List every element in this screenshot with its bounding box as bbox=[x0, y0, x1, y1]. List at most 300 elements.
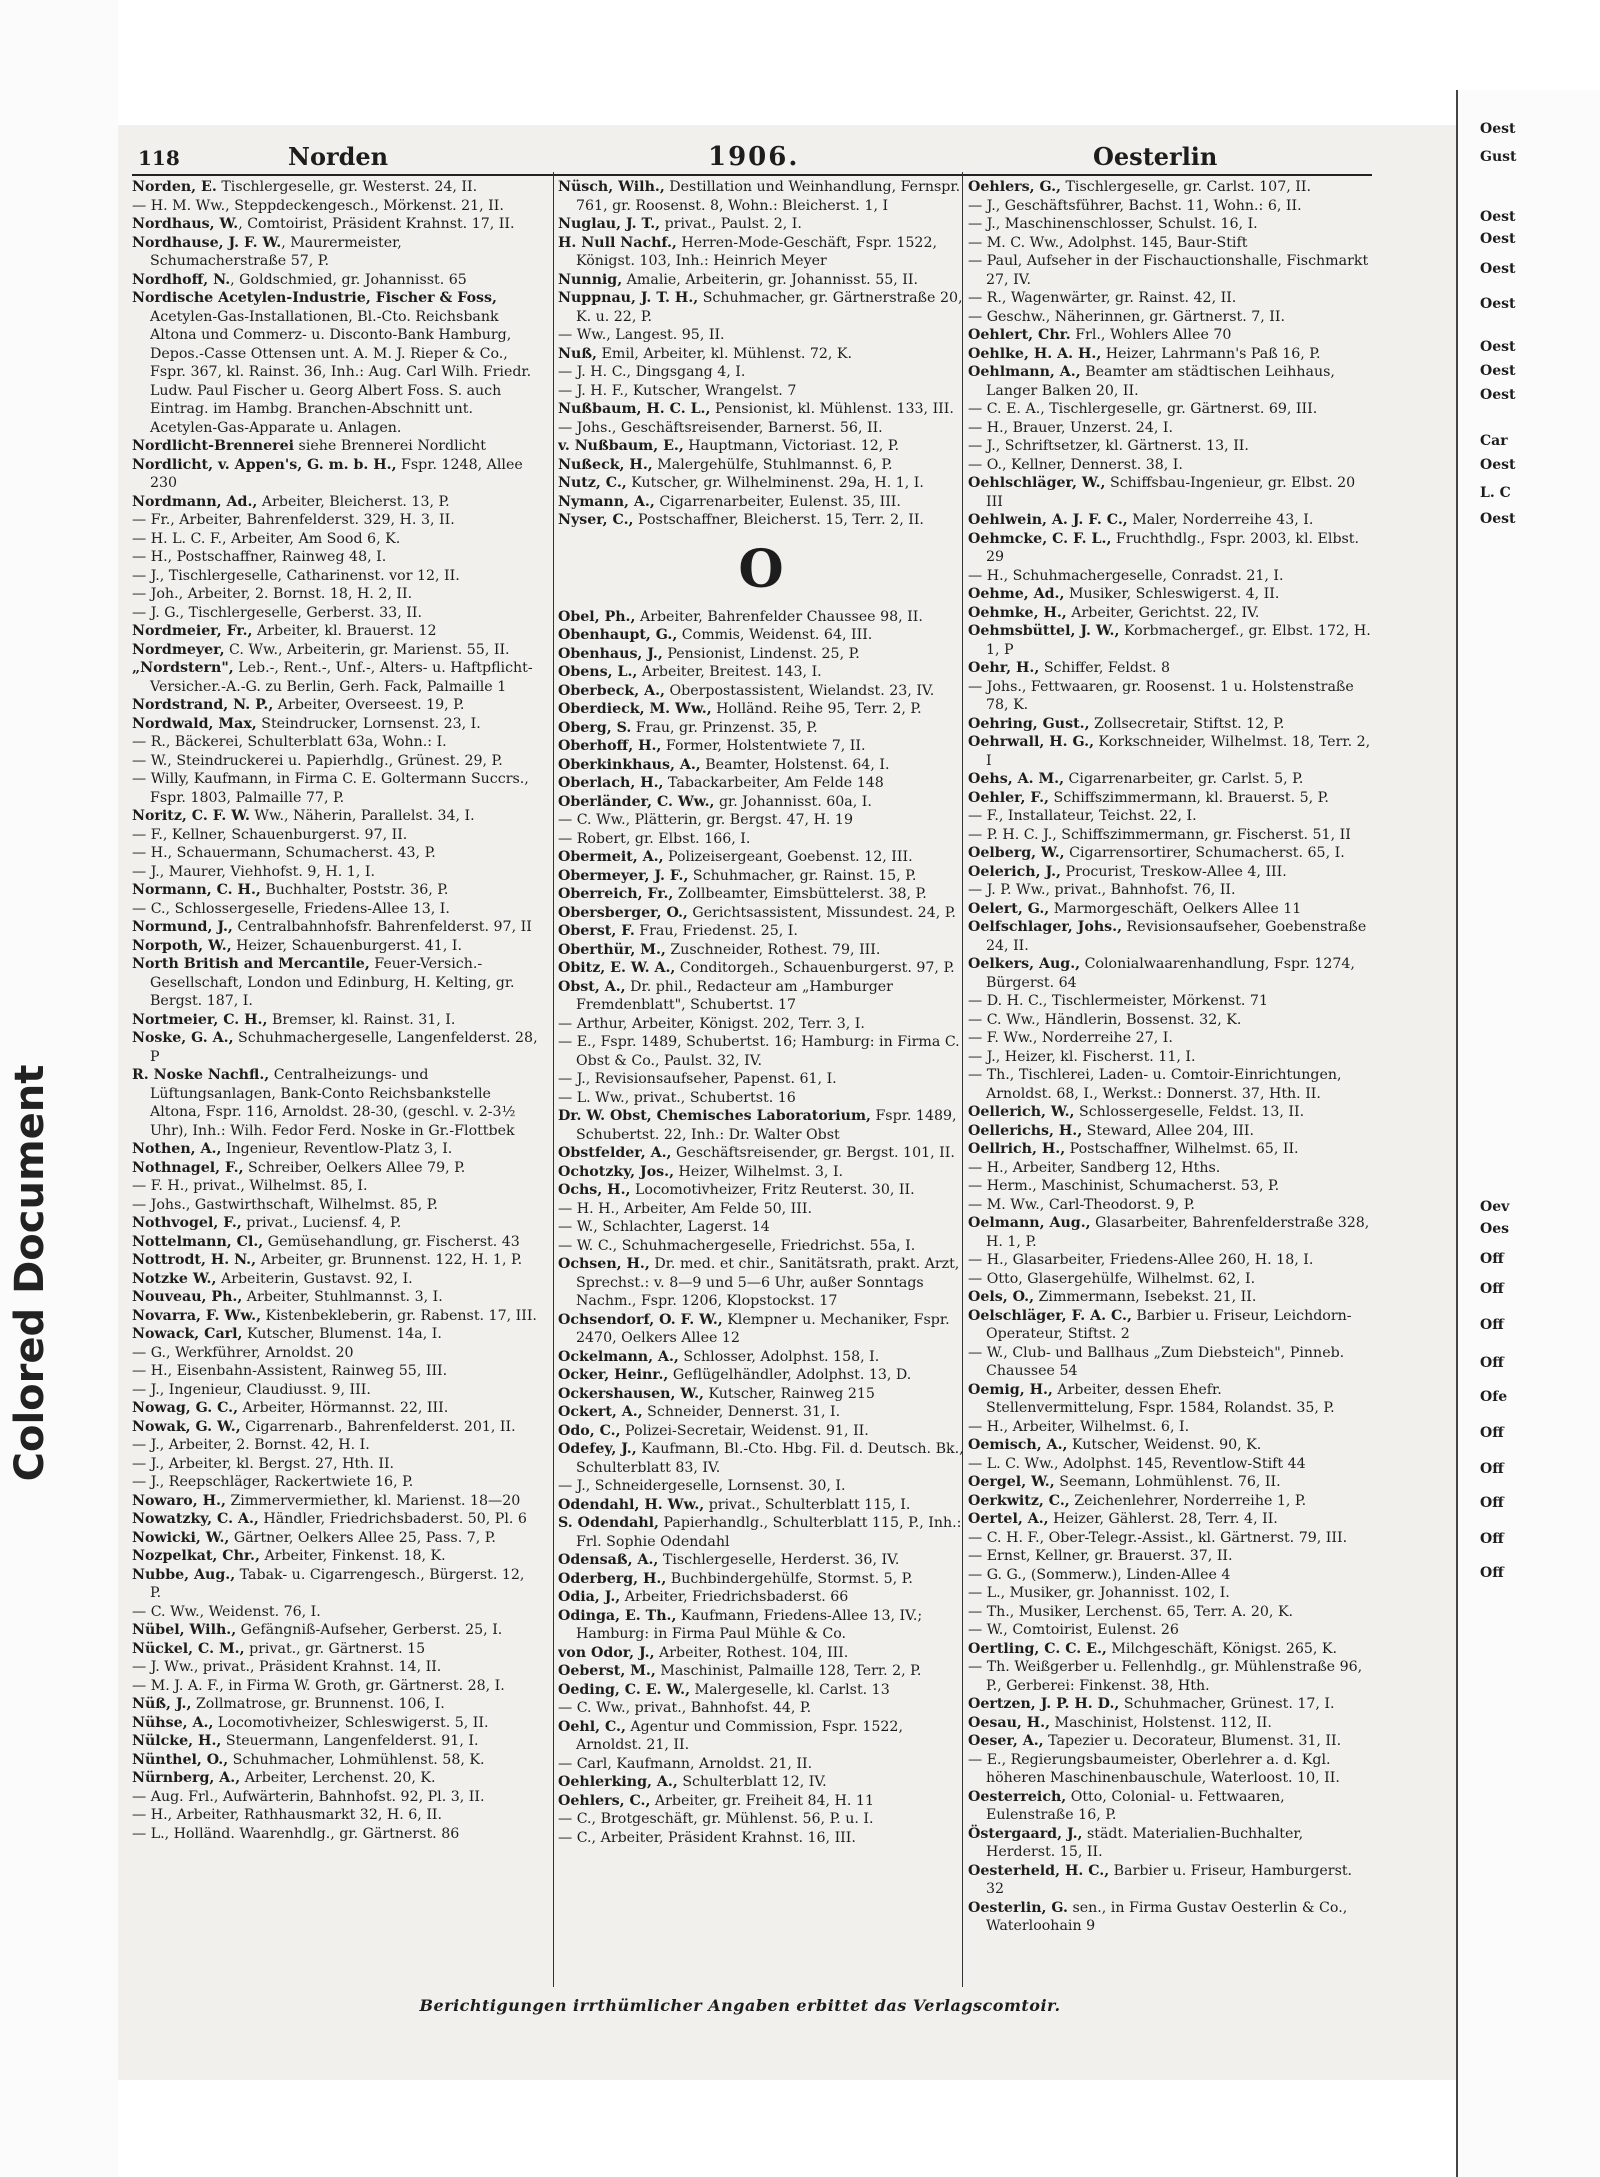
directory-entry bbox=[968, 715, 1374, 734]
entry-name: Nückel, C. M., bbox=[132, 1640, 245, 1657]
directory-entry bbox=[558, 1348, 964, 1367]
directory-entry bbox=[968, 1381, 1374, 1418]
directory-entry bbox=[132, 1473, 538, 1492]
directory-entry bbox=[132, 622, 538, 641]
directory-entry bbox=[968, 1584, 1374, 1603]
entry-name: Oesau, H., bbox=[968, 1714, 1051, 1731]
directory-entry bbox=[968, 918, 1374, 955]
directory-entry bbox=[132, 1455, 538, 1474]
directory-entry bbox=[132, 197, 538, 216]
entry-name: Nordische Acetylen-Industrie, Fischer & Foss, bbox=[132, 290, 497, 306]
entry-name: Odo, C., bbox=[558, 1422, 621, 1439]
entry-name: Nußbaum, H. C. L., bbox=[558, 401, 711, 417]
fragment-text: Oest bbox=[1480, 261, 1516, 277]
fragment-text: Oest bbox=[1480, 387, 1516, 403]
directory-entry bbox=[558, 234, 964, 271]
entry-name: Oelmann, Aug., bbox=[968, 1215, 1091, 1231]
directory-entry bbox=[132, 1381, 538, 1400]
entry-name: Norpoth, W., bbox=[132, 937, 232, 954]
entry-details: — Johs., Gastwirthschaft, Wilhelmst. 85, P. bbox=[132, 1196, 438, 1213]
directory-entry bbox=[558, 1699, 964, 1718]
entry-details: gr. Johannisst. 60a, I. bbox=[714, 793, 872, 810]
entry-details: — Otto, Glasergehülfe, Wilhelmst. 62, I. bbox=[968, 1270, 1256, 1287]
fragment-text: Off bbox=[1480, 1317, 1504, 1333]
directory-entry bbox=[558, 1181, 964, 1200]
entry-details: — L. C. Ww., Adolphst. 145, Reventlow-Stift 44 bbox=[968, 1455, 1306, 1472]
entry-details: — L., Musiker, gr. Johannisst. 102, I. bbox=[968, 1585, 1230, 1601]
entry-name: Ochs, H., bbox=[558, 1182, 631, 1198]
entry-details: — J. Ww., privat., Präsident Krahnst. 14, II. bbox=[132, 1659, 442, 1675]
entry-name: Nordwald, Max, bbox=[132, 715, 257, 732]
entry-name: Oergel, W., bbox=[968, 1474, 1055, 1490]
entry-details: — W., Schlachter, Lagerst. 14 bbox=[558, 1219, 770, 1235]
entry-details: Zollbeamter, Eimsbüttelerst. 38, P. bbox=[673, 886, 927, 902]
directory-entry bbox=[132, 1418, 538, 1437]
directory-entry bbox=[968, 178, 1374, 197]
directory-entry bbox=[968, 456, 1374, 475]
entry-name: North British and Mercantile, bbox=[132, 956, 370, 972]
entry-name: Nowicki, W., bbox=[132, 1529, 230, 1546]
fragment-text: Oest bbox=[1480, 209, 1516, 225]
entry-name: Nuppnau, J. T. H., bbox=[558, 290, 699, 306]
fragment-text: Off bbox=[1480, 1531, 1504, 1547]
entry-name: Nordmeyer, bbox=[132, 641, 225, 658]
entry-details: Kaufmann, Friedens-Allee 13, IV.; Hamburg: in Firma Paul Mühle & Co. bbox=[576, 1607, 923, 1642]
directory-entry bbox=[558, 867, 964, 886]
entry-name: Oehlers, G., bbox=[968, 179, 1061, 195]
entry-name: H. Null Nachf., bbox=[558, 234, 677, 251]
entry-name: Oeberst, M., bbox=[558, 1663, 656, 1679]
directory-entry bbox=[968, 1603, 1374, 1622]
entry-details: , Maurermeister, Schumacherstraße 57, P. bbox=[150, 234, 402, 269]
entry-details: Milchgeschäft, Königst. 265, K. bbox=[1106, 1640, 1338, 1657]
entry-details: — J., Geschäftsführer, Bachst. 11, Wohn.: 6, II. bbox=[968, 197, 1302, 214]
entry-details: Schuhmacher, Lohmühlenst. 58, K. bbox=[228, 1751, 485, 1768]
entry-name: Nowag, G. C., bbox=[132, 1400, 239, 1416]
entry-name: Östergaard, J., bbox=[968, 1825, 1083, 1842]
entry-name: Nothen, A., bbox=[132, 1141, 222, 1157]
entry-name: Nordhause, J. F. W. bbox=[132, 234, 282, 251]
directory-entry bbox=[968, 1288, 1374, 1307]
fragment-text: Oes bbox=[1480, 1221, 1509, 1237]
directory-entry bbox=[132, 696, 538, 715]
entry-details: Maschinist, Palmaille 128, Terr. 2, P. bbox=[655, 1663, 922, 1679]
entry-details: Colonialwaarenhandlung, Fspr. 1274, Bürgerst. 64 bbox=[986, 956, 1355, 991]
entry-details: Arbeiter, Gerichtst. 22, IV. bbox=[1066, 604, 1260, 621]
directory-entry bbox=[558, 941, 964, 960]
entry-name: Nutz, C., bbox=[558, 475, 627, 491]
entry-details: Arbeiter, Bleicherst. 13, P. bbox=[257, 493, 450, 510]
directory-entry bbox=[968, 400, 1374, 419]
entry-details: Beamter, Holstenst. 64, I. bbox=[700, 756, 890, 773]
entry-details: — J., Schriftsetzer, kl. Gärtnerst. 13, II. bbox=[968, 438, 1249, 454]
entry-name: Oertel, A., bbox=[968, 1511, 1049, 1527]
directory-entry bbox=[968, 474, 1374, 511]
directory-entry bbox=[558, 1403, 964, 1422]
entry-details: Steuermann, Langenfelderst. 91, I. bbox=[221, 1733, 479, 1749]
directory-entry bbox=[132, 844, 538, 863]
entry-details: — E., Fspr. 1489, Schubertst. 16; Hamburg: in Firma C. Obst & Co., Paulst. 32, IV. bbox=[558, 1034, 960, 1069]
entry-name: Nüsch, Wilh., bbox=[558, 179, 665, 195]
entry-name: Nortmeier, C. H., bbox=[132, 1011, 268, 1028]
entry-details: Postschaffner, Wilhelmst. 65, II. bbox=[1065, 1141, 1299, 1157]
entry-details: Schiffsbau-Ingenieur, gr. Elbst. 20 III bbox=[986, 475, 1356, 510]
entry-details: Schuhmachergeselle, Langenfelderst. 28, P bbox=[150, 1030, 538, 1065]
directory-entry bbox=[558, 400, 964, 419]
entry-details: Arbeiter, Bahrenfelder Chaussee 98, II. bbox=[635, 608, 923, 625]
entry-details: Schlossergeselle, Feldst. 13, II. bbox=[1074, 1104, 1305, 1120]
directory-entry bbox=[968, 345, 1374, 364]
entry-name: Oehlert, Chr. bbox=[968, 327, 1071, 343]
entry-details: C. Ww., Arbeiterin, gr. Marienst. 55, II. bbox=[224, 641, 510, 658]
entry-name: Oertzen, J. P. H. D., bbox=[968, 1696, 1120, 1712]
entry-details: Arbeiter, Lerchenst. 20, K. bbox=[240, 1770, 436, 1786]
entry-details: — H., Glasarbeiter, Friedens-Allee 260, H. 18, I. bbox=[968, 1252, 1314, 1268]
entry-details: — H., Arbeiter, Sandberg 12, Hths. bbox=[968, 1159, 1221, 1176]
entry-details: Postschaffner, Bleicherst. 15, Terr. 2, II. bbox=[633, 512, 924, 528]
entry-details: Arbeiter, Friedrichsbaderst. 66 bbox=[620, 1589, 849, 1605]
directory-entry bbox=[558, 719, 964, 738]
entry-name: Obenhaupt, G., bbox=[558, 627, 678, 643]
directory-entry bbox=[968, 1510, 1374, 1529]
directory-entry bbox=[558, 1514, 964, 1551]
entry-name: Nordstrand, N. P., bbox=[132, 697, 274, 713]
entry-name: Nowak, G. W., bbox=[132, 1418, 241, 1435]
directory-entry bbox=[132, 1029, 538, 1066]
directory-entry bbox=[558, 1829, 964, 1848]
entry-details: — C., Schlossergeselle, Friedens-Allee 13, I. bbox=[132, 900, 450, 917]
directory-entry bbox=[558, 437, 964, 456]
directory-entry bbox=[968, 234, 1374, 253]
directory-entry bbox=[558, 1755, 964, 1774]
directory-entry bbox=[558, 1422, 964, 1441]
directory-entry bbox=[558, 1644, 964, 1663]
entry-name: Nordmeier, Fr., bbox=[132, 623, 253, 639]
entry-details: Cigarrenarb., Bahrenfelderst. 201, II. bbox=[240, 1418, 516, 1435]
directory-entry bbox=[132, 937, 538, 956]
entry-details: — J. H. C., Dingsgang 4, I. bbox=[558, 364, 746, 380]
entry-name: Nymann, A., bbox=[558, 493, 655, 510]
entry-name: Nülcke, H., bbox=[132, 1733, 222, 1749]
entry-details: — L., Holländ. Waarenhdlg., gr. Gärtnerst. 86 bbox=[132, 1825, 460, 1842]
entry-details: privat., Luciensf. 4, P. bbox=[241, 1215, 402, 1231]
entry-name: Oeding, C. E. W., bbox=[558, 1681, 691, 1698]
entry-name: Nordhaus, W. bbox=[132, 216, 239, 232]
entry-details: Kutscher, Rainweg 215 bbox=[703, 1385, 875, 1402]
fragment-text: Off bbox=[1480, 1565, 1504, 1581]
entry-details: Heizer, Lahrmann's Paß 16, P. bbox=[1101, 345, 1321, 362]
directory-entry bbox=[132, 1270, 538, 1289]
footer-note: Berichtigungen irrthümlicher Angaben erbittet das Verlagscomtoir. bbox=[419, 1996, 1061, 2015]
entry-details: Tischlergeselle, gr. Carlst. 107, II. bbox=[1060, 179, 1311, 195]
entry-name: v. Nußbaum, E., bbox=[558, 438, 684, 454]
directory-entry bbox=[132, 1603, 538, 1622]
entry-name: von Odor, J., bbox=[558, 1644, 655, 1661]
entry-details: — J., Revisionsaufseher, Papenst. 61, I. bbox=[558, 1071, 837, 1087]
entry-name: Nordhoff, N. bbox=[132, 271, 231, 288]
entry-details: Malergeselle, kl. Carlst. 13 bbox=[690, 1681, 890, 1698]
entry-details: Arbeiter, Hörmannst. 22, III. bbox=[238, 1400, 449, 1416]
directory-entry bbox=[558, 922, 964, 941]
entry-details: Steindrucker, Lornsenst. 23, I. bbox=[256, 715, 481, 732]
entry-name: Obenhaus, J., bbox=[558, 645, 663, 662]
entry-details: — Robert, gr. Elbst. 166, I. bbox=[558, 830, 751, 847]
entry-name: Nürnberg, A., bbox=[132, 1770, 241, 1786]
entry-name: Obst, A., bbox=[558, 978, 626, 995]
entry-details: — H. L. C. F., Arbeiter, Am Sood 6, K. bbox=[132, 530, 401, 547]
entry-details: Ww., Näherin, Parallelst. 34, I. bbox=[249, 808, 475, 824]
entry-details: — Arthur, Arbeiter, Königst. 202, Terr. 3, I. bbox=[558, 1015, 865, 1032]
directory-entry bbox=[558, 1496, 964, 1515]
directory-entry bbox=[132, 567, 538, 586]
fragment-text: Oest bbox=[1480, 231, 1516, 247]
entry-name: Obitz, E. W. A., bbox=[558, 960, 676, 976]
entry-details: — Paul, Aufseher in der Fischauctionshalle, Fischmarkt 27, IV. bbox=[968, 253, 1369, 288]
entry-details: Tischlergeselle, gr. Westerst. 24, II. bbox=[216, 179, 478, 195]
entry-details: — F., Installateur, Teichst. 22, I. bbox=[968, 808, 1197, 824]
entry-details: Zimmermann, Isebekst. 21, II. bbox=[1034, 1289, 1257, 1305]
directory-entry bbox=[132, 659, 538, 696]
directory-entry bbox=[132, 437, 538, 456]
entry-details: Tischlergeselle, Herderst. 36, IV. bbox=[658, 1552, 900, 1568]
entry-details: Barbier u. Friseur, Leichdorn-Operateur, Stiftst. 2 bbox=[986, 1307, 1352, 1342]
directory-entry bbox=[132, 234, 538, 271]
directory-entry bbox=[968, 1140, 1374, 1159]
directory-entry bbox=[968, 530, 1374, 567]
entry-name: Obens, L., bbox=[558, 664, 638, 680]
entry-name: Ocker, Heinr., bbox=[558, 1367, 669, 1383]
entry-name: Odensaß, A., bbox=[558, 1552, 659, 1568]
entry-details: — J., Maurer, Viehhofst. 9, H. 1, I. bbox=[132, 863, 375, 880]
entry-details: städt. Materialien-Buchhalter, Herderst. 15, II. bbox=[986, 1825, 1304, 1860]
entry-details: , Comtoirist, Präsident Krahnst. 17, II. bbox=[238, 216, 515, 232]
entry-name: Oberbeck, A., bbox=[558, 682, 665, 699]
entry-name: Nühse, A., bbox=[132, 1714, 214, 1731]
directory-entry bbox=[132, 1806, 538, 1825]
entry-name: Noritz, C. F. W. bbox=[132, 808, 250, 824]
directory-entry bbox=[558, 830, 964, 849]
entry-details: Schreiber, Oelkers Allee 79, P. bbox=[243, 1159, 466, 1176]
directory-entry bbox=[132, 918, 538, 937]
fragment-text: Oest bbox=[1480, 121, 1516, 137]
entry-name: Oehlwein, A. J. F. C., bbox=[968, 512, 1128, 528]
entry-details: Schuhmacher, gr. Rainst. 15, P. bbox=[688, 867, 917, 884]
entry-details: — H. H., Arbeiter, Am Felde 50, III. bbox=[558, 1200, 812, 1217]
entry-details: — H., Arbeiter, Rathhausmarkt 32, H. 6, II. bbox=[132, 1807, 443, 1823]
entry-details: Schuhmacher, gr. Gärtnerstraße 20, K. u. 22, P. bbox=[576, 290, 963, 325]
entry-details: Holländ. Reihe 95, Terr. 2, P. bbox=[711, 701, 922, 717]
directory-column-3 bbox=[968, 178, 1374, 1988]
directory-entry bbox=[132, 548, 538, 567]
fragment-text: Gust bbox=[1480, 149, 1517, 165]
directory-entry bbox=[968, 363, 1374, 400]
directory-entry bbox=[558, 178, 964, 215]
entry-details: Seemann, Lohmühlenst. 76, II. bbox=[1054, 1474, 1281, 1490]
entry-details: — Aug. Frl., Aufwärterin, Bahnhofst. 92, Pl. 3, II. bbox=[132, 1788, 485, 1805]
directory-entry bbox=[132, 715, 538, 734]
directory-entry bbox=[558, 1070, 964, 1089]
entry-details: — J., Arbeiter, kl. Bergst. 27, Hth. II. bbox=[132, 1455, 395, 1472]
directory-entry bbox=[558, 1385, 964, 1404]
entry-details: Heizer, Schauenburgerst. 41, I. bbox=[231, 937, 462, 954]
directory-entry bbox=[968, 733, 1374, 770]
directory-entry bbox=[968, 1825, 1374, 1862]
entry-details: Schiffer, Feldst. 8 bbox=[1039, 660, 1170, 676]
directory-entry bbox=[132, 807, 538, 826]
directory-entry bbox=[558, 1570, 964, 1589]
entry-details: Zollsecretair, Stiftst. 12, P. bbox=[1089, 715, 1285, 732]
entry-details: Zuschneider, Rothest. 79, III. bbox=[665, 941, 881, 958]
entry-name: Oehr, H., bbox=[968, 660, 1040, 676]
entry-name: Noske, G. A., bbox=[132, 1030, 234, 1046]
entry-details: — C. Ww., Weidenst. 76, I. bbox=[132, 1603, 321, 1620]
entry-details: — Johs., Fettwaaren, gr. Roosenst. 1 u. Holstenstraße 78, K. bbox=[968, 678, 1354, 713]
directory-entry bbox=[132, 826, 538, 845]
entry-details: Acetylen-Gas-Installationen, Bl.-Cto. Reichsbank Altona und Commerz- u. Disconto-Bank Hamburg, Depos.-Casse Ottensen unt. A. M. J. Rieper & Co., Fspr. 367, kl. Rainst. 36, Inh.: Aug. Carl Wilh. Friedr. Ludw. Paul Fischer u. Georg Albert Foss. S. auch Eintrag. im Hambg. Branchen-Abschnitt unt. Acetylen-Gas-Apparate u. Anlagen. bbox=[150, 308, 532, 436]
entry-name: Nowack, Carl, bbox=[132, 1326, 243, 1342]
entry-name: Ochsendorf, O. F. W., bbox=[558, 1311, 723, 1328]
entry-details: — M. C. Ww., Adolphst. 145, Baur-Stift bbox=[968, 234, 1248, 251]
fragment-text: Oest bbox=[1480, 339, 1516, 355]
entry-details: — W., Steindruckerei u. Papierhdlg., Grünest. 29, P. bbox=[132, 752, 503, 769]
entry-name: Oelkers, Aug., bbox=[968, 956, 1081, 972]
entry-name: Obstfelder, A., bbox=[558, 1145, 672, 1161]
entry-details: Frau, Friedenst. 25, I. bbox=[634, 923, 798, 939]
column-divider bbox=[553, 172, 554, 1987]
entry-name: Nothnagel, F., bbox=[132, 1159, 244, 1176]
directory-entry bbox=[558, 626, 964, 645]
entry-details: Arbeiter, Breitest. 143, I. bbox=[637, 664, 822, 680]
directory-entry bbox=[558, 1089, 964, 1108]
entry-details: — O., Kellner, Dennerst. 38, I. bbox=[968, 456, 1183, 473]
entry-details: — C. Ww., Plätterin, gr. Bergst. 47, H. 19 bbox=[558, 812, 853, 828]
directory-entry bbox=[132, 1658, 538, 1677]
entry-name: Oehlschläger, W., bbox=[968, 475, 1106, 491]
directory-entry bbox=[132, 1825, 538, 1844]
entry-name: Nottelmann, Cl., bbox=[132, 1233, 264, 1250]
section-letter: O bbox=[738, 538, 784, 600]
directory-entry bbox=[132, 1751, 538, 1770]
directory-entry bbox=[132, 1214, 538, 1233]
directory-entry bbox=[968, 881, 1374, 900]
entry-details: Geschäftsreisender, gr. Bergst. 101, II. bbox=[671, 1145, 955, 1161]
directory-entry bbox=[132, 585, 538, 604]
directory-entry bbox=[132, 733, 538, 752]
entry-details: Arbeiter, Finkenst. 18, K. bbox=[259, 1548, 446, 1564]
entry-details: Amalie, Arbeiterin, gr. Johannisst. 55, II. bbox=[622, 271, 918, 288]
entry-name: Nowaro, H., bbox=[132, 1492, 226, 1509]
entry-name: Normann, C. H., bbox=[132, 882, 261, 898]
entry-name: Oehlerking, A., bbox=[558, 1774, 678, 1790]
entry-details: , Goldschmied, gr. Johannisst. 65 bbox=[230, 271, 467, 288]
entry-details: Agentur und Commission, Fspr. 1522, Arnoldst. 21, II. bbox=[576, 1718, 903, 1753]
entry-name: „Nordstern", bbox=[132, 660, 234, 676]
directory-entry bbox=[968, 1566, 1374, 1585]
directory-entry bbox=[132, 1288, 538, 1307]
directory-entry bbox=[558, 1237, 964, 1256]
entry-name: Oelfschlager, Johs., bbox=[968, 919, 1123, 935]
directory-entry bbox=[558, 1718, 964, 1755]
directory-entry bbox=[132, 1788, 538, 1807]
directory-entry bbox=[968, 1455, 1374, 1474]
entry-name: Nordlicht, v. Appen's, G. m. b. H., bbox=[132, 456, 397, 473]
entry-details: Oberpostassistent, Wielandst. 23, IV. bbox=[664, 682, 935, 699]
entry-details: Herren-Mode-Geschäft, Fspr. 1522, Königst. 103, Inh.: Heinrich Meyer bbox=[576, 234, 937, 269]
directory-entry bbox=[968, 1011, 1374, 1030]
scanner-sidebar-label: Colored Document bbox=[7, 1064, 53, 1482]
entry-details: Fspr. 1248, Allee 230 bbox=[150, 456, 523, 491]
directory-entry bbox=[968, 1196, 1374, 1215]
entry-details: Locomotivheizer, Schleswigerst. 5, II. bbox=[213, 1714, 489, 1731]
entry-name: Oehmsbüttel, J. W., bbox=[968, 623, 1120, 639]
entry-details: — L. Ww., privat., Schubertst. 16 bbox=[558, 1089, 796, 1106]
directory-entry bbox=[968, 789, 1374, 808]
directory-entry bbox=[968, 1547, 1374, 1566]
fragment-text: Oev bbox=[1480, 1199, 1510, 1215]
entry-details: Dr. phil., Redacteur am „Hamburger Fremdenblatt", Schubertst. 17 bbox=[576, 978, 893, 1013]
entry-name: Nünthel, O., bbox=[132, 1751, 229, 1768]
entry-details: Destillation und Weinhandlung, Fernspr. 761, gr. Roosenst. 8, Wohn.: Bleicherst. 1, I bbox=[576, 179, 961, 214]
entry-details: Centralheizungs- und Lüftungsanlagen, Bank-Conto Reichsbankstelle Altona, Fspr. 116, Arnoldst. 28-30, (geschl. v. 2-3½ Uhr), Inh.: Wilh. Fedor Ferd. Noske in Gr.-Flottbek bbox=[150, 1067, 516, 1139]
directory-entry bbox=[968, 604, 1374, 623]
directory-entry bbox=[968, 1640, 1374, 1659]
header-rule bbox=[132, 174, 1372, 176]
entry-details: — Joh., Arbeiter, 2. Bornst. 18, H. 2, II. bbox=[132, 586, 413, 602]
fragment-text: L. C bbox=[1480, 485, 1511, 501]
entry-details: — G. G., (Sommerw.), Linden-Allee 4 bbox=[968, 1566, 1231, 1583]
directory-entry bbox=[968, 1788, 1374, 1825]
directory-entry bbox=[558, 1255, 964, 1311]
entry-details: Schneider, Dennerst. 31, I. bbox=[642, 1404, 841, 1420]
adjacent-page-fragment bbox=[1456, 90, 1600, 2177]
directory-entry bbox=[132, 1640, 538, 1659]
entry-details: Gärtner, Oelkers Allee 25, Pass. 7, P. bbox=[229, 1529, 496, 1546]
entry-details: — W., Club- und Ballhaus „Zum Diebsteich", Pinneb. Chaussee 54 bbox=[968, 1344, 1345, 1379]
entry-details: Ingenieur, Reventlow-Platz 3, I. bbox=[221, 1141, 453, 1157]
entry-details: — H., Schauermann, Schumacherst. 43, P. bbox=[132, 845, 436, 861]
entry-details: Barbier u. Friseur, Hamburgerst. 32 bbox=[986, 1862, 1353, 1897]
fragment-text: Off bbox=[1480, 1355, 1504, 1371]
directory-entry bbox=[132, 900, 538, 919]
fragment-text: Ofe bbox=[1480, 1389, 1508, 1405]
directory-entry bbox=[968, 1066, 1374, 1103]
directory-entry bbox=[968, 252, 1374, 289]
year-title: 1906. bbox=[708, 142, 800, 172]
entry-details: — Th., Tischlerei, Laden- u. Comtoir-Einrichtungen, Arnoldst. 68, I., Werkst.: Donnerst. 37, Hth. II. bbox=[968, 1067, 1342, 1102]
entry-name: Nüß, J., bbox=[132, 1696, 192, 1712]
entry-name: Oehl, C., bbox=[558, 1718, 626, 1735]
directory-entry bbox=[132, 1695, 538, 1714]
entry-details: Händler, Friedrichsbaderst. 50, Pl. 6 bbox=[258, 1511, 527, 1527]
directory-entry bbox=[968, 1029, 1374, 1048]
directory-entry bbox=[558, 1440, 964, 1477]
directory-entry bbox=[558, 1662, 964, 1681]
entry-name: Novarra, F. Ww., bbox=[132, 1307, 262, 1324]
entry-name: Oehs, A. M., bbox=[968, 771, 1065, 787]
entry-name: Oertling, C. C. E., bbox=[968, 1640, 1107, 1657]
entry-details: — J., Schneidergeselle, Lornsenst. 30, I. bbox=[558, 1478, 846, 1494]
entry-details: Pensionist, kl. Mühlenst. 133, III. bbox=[710, 401, 954, 417]
entry-name: Oehlers, C., bbox=[558, 1792, 651, 1809]
entry-details: Korbmachergef., gr. Elbst. 172, H. 1, P bbox=[986, 623, 1371, 658]
entry-name: Ockert, A., bbox=[558, 1404, 643, 1420]
page-header bbox=[128, 140, 1218, 176]
directory-entry bbox=[558, 1366, 964, 1385]
directory-entry bbox=[132, 1159, 538, 1178]
entry-details: Locomotivheizer, Fritz Reuterst. 30, II. bbox=[630, 1182, 915, 1198]
directory-entry bbox=[968, 1899, 1374, 1936]
directory-entry bbox=[132, 1233, 538, 1252]
